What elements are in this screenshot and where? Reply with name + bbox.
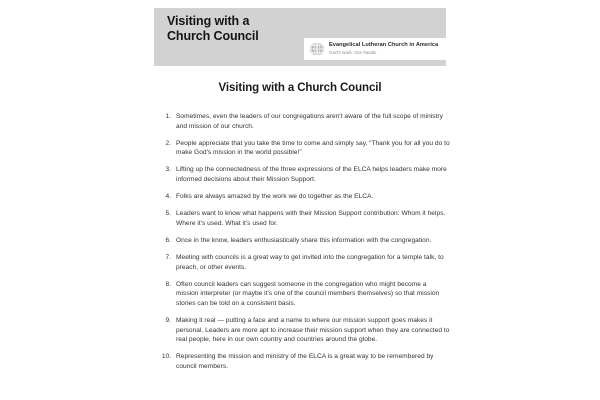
list-item-number: 9. xyxy=(165,316,171,324)
elca-logo-text xyxy=(329,43,438,55)
page-title: Visiting with a Church Council xyxy=(218,82,382,94)
list-item-text: Folks are always amazed by the work we do together as the ELCA. xyxy=(176,193,374,201)
list-item-number: 6. xyxy=(165,236,171,244)
list-item-text: Representing the mission and ministry of the ELCA is a great way to be remembered by council members. xyxy=(176,353,434,370)
elca-organization-name: Evangelical Lutheran Church in America xyxy=(329,41,439,48)
list-item-number: 3. xyxy=(165,166,171,174)
list-item-text: Making it real — putting a face and a name to where our mission support goes makes it personal. Leaders are more apt to increase their mission support when they are connected to real people, here in our own country and countries around the globe. xyxy=(176,316,450,344)
list-item-number: 8. xyxy=(165,280,171,288)
list-item xyxy=(160,112,450,131)
elca-tagline: God's work. Our hands. xyxy=(329,49,378,55)
header-title-line-1: Visiting with a xyxy=(167,14,250,28)
list-item xyxy=(160,316,450,345)
list-item xyxy=(160,165,450,184)
list-item-number: 7. xyxy=(165,253,171,261)
list-item xyxy=(160,139,450,158)
list-item xyxy=(160,236,450,246)
numbered-list xyxy=(160,112,450,379)
list-item-text: Sometimes, even the leaders of our congregations aren't aware of the full scope of ministry and mission of our church. xyxy=(176,113,443,130)
list-item xyxy=(160,253,450,272)
list-item-text: Meeting with councils is a great way to get invited into the congregation for a temple talk, to preach, or other events. xyxy=(176,253,444,271)
elca-logo-lockup xyxy=(304,38,459,60)
list-item-number: 5. xyxy=(165,210,171,218)
list-item-text: People appreciate that you take the time to come and simply say, “Thank you for all you do to make God's mission in the world possible!” xyxy=(176,139,450,157)
list-item xyxy=(160,280,450,309)
list-item-text: Often council leaders can suggest someone in the congregation who might become a mission interpreter (or maybe it's one of the council members themselves) so that mission stories can be told on a consistent basis. xyxy=(176,280,440,307)
header-title-line-2: Church Council xyxy=(167,29,259,43)
list-item-text: Once in the know, leaders enthusiastically share this information with the congregation. xyxy=(176,236,432,244)
list-item-number: 4. xyxy=(165,193,171,201)
list-item-number: 10. xyxy=(161,353,171,361)
list-item-text: Lifting up the connectedness of the three expressions of the ELCA helps leaders make more informed decisions about their Mission Support. xyxy=(176,166,447,183)
list-item xyxy=(160,209,450,228)
list-item xyxy=(160,192,450,202)
list-item-number: 2. xyxy=(165,139,171,147)
list-item-text: Leaders want to know what happens with their Mission Support contribution: Whom it helps. Where it's used. What it's used for. xyxy=(176,210,446,227)
list-item xyxy=(160,352,450,371)
list-item-number: 1. xyxy=(165,113,171,120)
elca-cross-globe-emblem xyxy=(309,41,325,57)
